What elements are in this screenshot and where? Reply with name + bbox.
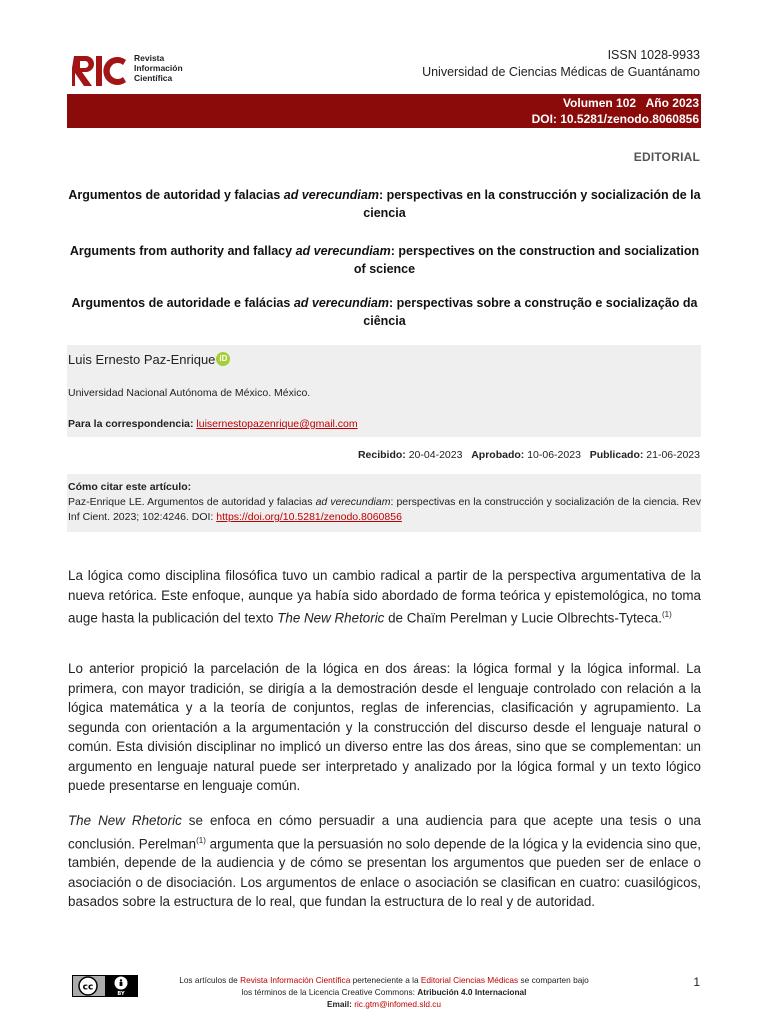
doi: DOI: 10.5281/zenodo.8060856 xyxy=(531,112,699,126)
section-label: EDITORIAL xyxy=(633,150,700,164)
cc-glyph: cc xyxy=(82,982,94,993)
creative-commons-by-icon[interactable] xyxy=(72,975,138,997)
paragraph-1: La lógica como disciplina filosófica tuvo un cambio radical a partir de la perspectiva argumentativa de la nueva retórica. Este enfoque, aunque ya había sido abordado de forma teórica y epistemológica, no toma auge hasta la publicación del texto The New Rhetoric de Chaïm Perelman y Lucie Olbrechts-Tyteca.$^{(1)}$ xyxy=(68,568,701,626)
page-number: 1 xyxy=(693,975,700,989)
author-name: Luis Ernesto Paz-Enrique iD xyxy=(68,352,230,367)
citation-heading: Cómo citar este artículo: xyxy=(68,481,192,493)
paragraph-2: Lo anterior propició la parcelación de la lógica en dos áreas: la lógica formal y la lógica informal. La primera, con mayor tradición, se dirigía a la demostración desde el lenguaje controlado con relación a la lógica matemática y a la teoría de conjuntos, reglas de inferencias, clasificación y agrupamiento. La segunda con orientación a la argumentación y la construcción del discurso desde el lenguaje natural o común. Esta división disciplinar no implicó un diverso entre las dos áreas, sino que se complementan: un argumento en lenguaje natural puede ser interpretado y analizado por la lógica formal y un texto lógico puede presentarse en lenguaje común. xyxy=(68,661,701,793)
title-spanish: Argumentos de autoridad y falacias ad verecundiam: perspectivas en la construcción y socialización de la ciencia xyxy=(68,188,701,220)
journal-info xyxy=(422,47,700,81)
logo-line: Científica xyxy=(134,73,173,83)
orcid-icon[interactable]: iD xyxy=(216,352,230,366)
article-dates: Recibido: 20-04-2023 Aprobado: 10-06-2023 Publicado: 21-06-2023 xyxy=(357,449,700,461)
doi-link[interactable]: https://doi.org/10.5281/zenodo.8060856 xyxy=(216,511,402,523)
publisher-link[interactable]: Editorial Ciencias Médicas xyxy=(420,975,519,985)
affiliation: Universidad Nacional Autónoma de México. México. xyxy=(68,387,311,399)
footer-email-link[interactable]: ric.gtm@infomed.sld.cu xyxy=(354,999,442,1009)
journal-logo xyxy=(72,50,202,90)
logo-line: Información xyxy=(134,63,183,73)
license-link[interactable]: Atribución 4.0 Internacional xyxy=(417,987,527,997)
volume-year: Volumen 102 Año 2023 xyxy=(562,96,699,110)
ric-logo-mark xyxy=(72,54,130,88)
university: Universidad de Ciencias Médicas de Guantánamo xyxy=(422,65,700,79)
volume-banner xyxy=(67,94,701,128)
title-english: Arguments from authority and fallacy ad verecundiam: perspectives on the construction and socialization of science xyxy=(69,244,700,276)
title-portuguese: Argumentos de autoridade e falácias ad verecundiam: perspectivas sobre a construção e socialização da ciência xyxy=(71,296,698,328)
email-link[interactable]: luisernestopazenrique@gmail.com xyxy=(196,418,358,430)
by-glyph: BY xyxy=(117,991,125,997)
license-footer: Los artículos de Revista Información Científica perteneciente a la Editorial Ciencias Médicas se comparten bajo los términos de la Licencia Creative Commons: Atribución 4.0 Internacional Email: ric.gtm@infomed.sld.cu xyxy=(179,975,589,1009)
correspondence: Para la correspondencia: luisernestopazenrique@gmail.com xyxy=(68,418,358,430)
logo-line: Revista xyxy=(134,53,165,63)
logo-wordmark xyxy=(134,53,183,83)
citation: Cómo citar este artículo: Paz-Enrique LE. Argumentos de autoridad y falacias ad verecundiam: perspectivas en la construcción y socialización de la ciencia. Rev Inf Cient. 2023; 102:4246. DOI: https://doi.org/10.5281/zenodo.8060856 xyxy=(68,481,701,523)
issn: ISSN 1028-9933 xyxy=(607,48,700,62)
journal-link[interactable]: Revista Información Científica xyxy=(240,975,351,985)
paragraph-3: The New Rhetoric se enfoca en cómo persuadir a una audiencia para que acepte una tesis o una conclusión. Perelman$^{(1)}$ argumenta que la persuasión no solo depende de la lógica y la evidencia sino que, también, depende de la audiencia y de cómo se presentan los argumentos que pueden ser de enlace o asociación o de disociación. Los argumentos de enlace o asociación se clasifican en cuatro: cuasilógicos, basados sobre la estructura de lo real, que fundan la estructura de lo real y de autoridad. xyxy=(68,813,701,910)
